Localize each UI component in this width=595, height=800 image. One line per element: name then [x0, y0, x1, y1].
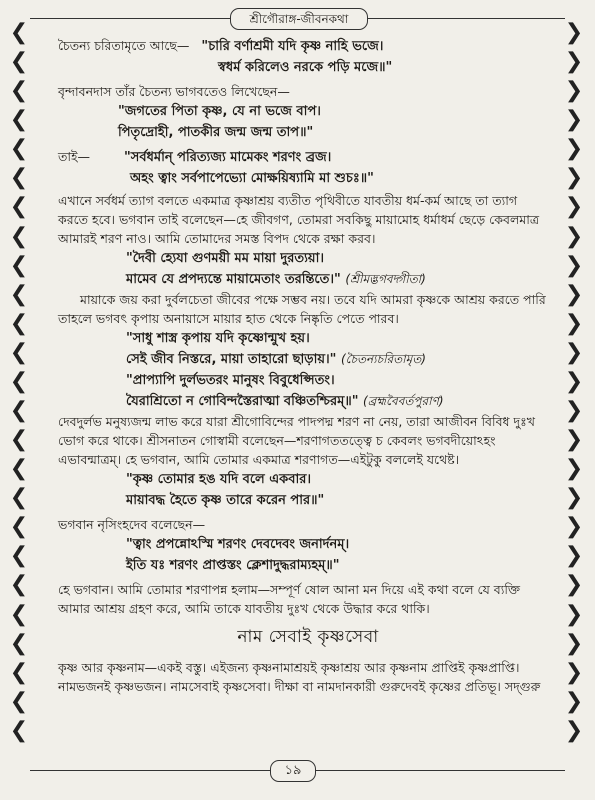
chevron-ornament-icon: ❮: [9, 601, 29, 627]
chevron-ornament-icon: ❯: [564, 543, 584, 569]
paragraph-line: মায়াকে জয় করা দুর্বলচেতা জীবের পক্ষে সম্ভব নয়। তবে যদি আমরা কৃষ্ণকে আশ্রয় করতে পারি: [80, 292, 546, 307]
verse-line: "চারি বর্ণাশ্রমী যদি কৃষ্ণ নাহি ভজে।: [201, 39, 384, 54]
paragraph-line: হে ভগবান। আমি তোমার শরণাপন্ন হলাম—সম্পূর্ণ ষোল আনা মন দিয়ে এই কথা বলে যে ব্যক্তি: [58, 582, 521, 597]
chevron-ornament-icon: ❮: [9, 136, 29, 162]
verse-line: পিতৃদ্রোহী, পাতকীর জন্ম জন্ম তাপ॥": [118, 125, 314, 140]
chevron-ornament-icon: ❯: [564, 572, 584, 598]
chevron-ornament-icon: ❯: [564, 688, 584, 714]
chevron-ornament-icon: ❮: [9, 688, 29, 714]
section-title: নাম সেবাই কৃষ্ণসেবা: [237, 627, 379, 647]
verse-line: "দৈবী হ্যেযা গুণময়ী মম মায়া দুরত্যয়া।: [126, 251, 324, 266]
paragraph-line: নামভজনই কৃষ্ণভজন। নামসেবাই কৃষ্ণসেবা। দীক্ষা বা নামদানকারী গুরুদেবই কৃষ্ণের প্রতিভূ। সদ্গুরু: [58, 679, 541, 694]
verse-line: "ত্বাং প্রপন্নোঽস্মি শরণং দেবদেবং জনার্দনম্।: [126, 537, 350, 552]
paragraph-line: ভোগ করে থাকে। শ্রীসনাতন গোস্বামী বলেছেন—শরণাগততত্ত্বে চ কেবলং ভগবদীয়োঽহং: [58, 433, 496, 448]
paragraph-line: আমার আশ্রয় গ্রহণ করে, আমি তাকে যাবতীয় দুঃখ থেকে উদ্ধার করে থাকি।: [58, 601, 430, 616]
chevron-ornament-icon: ❮: [9, 107, 29, 133]
chevron-ornament-icon: ❮: [9, 20, 29, 45]
chevron-ornament-icon: ❮: [9, 717, 29, 743]
verse-line: [58, 349, 558, 370]
chevron-ornament-icon: ❯: [564, 252, 584, 278]
chevron-ornament-icon: ❯: [564, 20, 584, 45]
chevron-ornament-icon: ❮: [9, 368, 29, 394]
chevron-ornament-icon: ❮: [9, 281, 29, 307]
chevron-ornament-icon: ❯: [564, 717, 584, 743]
verse-line: "সর্বধর্মান্ পরিত্যজ্য মামেকং শরণং ব্রজ।: [124, 150, 332, 165]
verse-line: "জগতের পিতা কৃষ্ণ, যে না ভজে বাপ।: [118, 104, 321, 119]
chevron-ornament-icon: ❮: [9, 659, 29, 685]
running-head: শ্রীগৌরাঙ্গ-জীবনকথা: [230, 8, 368, 30]
chevron-ornament-icon: ❯: [564, 107, 584, 133]
paragraph-line: করতে হবে। ভগবান তাই বলেছেন—হে জীবগণ, তোমরা সবকিছু মায়ামোহ ধর্মাধর্ম ছেড়ে কেবলমাত্র: [58, 212, 540, 227]
verse-text: সেই জীব নিস্তরে, মায়া তাহারো ছাড়ায়।": [126, 352, 337, 367]
chevron-ornament-icon: ❯: [564, 427, 584, 453]
verse-text: মামেব যে প্রপদ্যন্তে মায়ামেতাং তরন্তিতে।": [126, 272, 341, 287]
verse-line: ইতি যঃ শরণং প্রাপ্তস্তং ক্লেশাদুদ্ধরাম্যহম্॥": [126, 558, 340, 573]
chevron-ornament-icon: ❯: [564, 194, 584, 220]
text-line: [58, 36, 558, 57]
verse-line: "কৃষ্ণ তোমার হঙ যদি বলে একবার।: [126, 472, 312, 487]
chevron-ornament-icon: ❮: [9, 339, 29, 365]
paragraph-line: তাহলে ভগবৎ কৃপায় অনায়াসে মায়ার হাত থেকে নিষ্কৃতি পেতে পারব।: [58, 311, 399, 326]
page-number: ১৯: [270, 760, 316, 782]
verse-text: যৈরাশ্রিতো ন গোবিন্দস্তৈরাত্মা বঞ্চিতশ্চিরম্॥": [126, 394, 359, 409]
chevron-ornament-icon: ❯: [564, 339, 584, 365]
verse-line: "সাধু শাস্ত্র কৃপায় যদি কৃষ্ণোন্মুখ হয়।: [126, 331, 310, 346]
chevron-ornament-icon: ❮: [9, 78, 29, 104]
paragraph-line: এভাবন্মাত্রম্। হে ভগবান, আমি তোমার একমাত্র শরণাগত—এইটুকু বললেই যথেষ্ট।: [58, 452, 460, 467]
chevron-ornament-icon: ❮: [9, 543, 29, 569]
chevron-ornament-icon: ❯: [564, 136, 584, 162]
paragraph-line: ভগবান নৃসিংহদেব বলেছেন—: [58, 517, 206, 532]
chevron-ornament-icon: ❯: [564, 368, 584, 394]
chevron-ornament-icon: ❯: [564, 78, 584, 104]
chevron-ornament-icon: ❯: [564, 165, 584, 191]
chevron-ornament-icon: ❯: [564, 456, 584, 482]
chevron-ornament-icon: ❮: [9, 223, 29, 249]
chevron-ornament-icon: ❮: [9, 252, 29, 278]
left-chevron-border: [8, 22, 30, 742]
paragraph-line: কৃষ্ণ আর কৃষ্ণনাম—একই বস্তু। এইজন্য কৃষ্ণনামাশ্রয়ই কৃষ্ণাশ্রয় আর কৃষ্ণনাম প্রাপ্তিই কৃষ্ণপ্রাপ্তি।: [58, 660, 520, 675]
chevron-ornament-icon: ❮: [9, 49, 29, 75]
chevron-ornament-icon: ❮: [9, 398, 29, 424]
verse-line: মায়াবদ্ধ হৈতে কৃষ্ণ তারে করেন পার॥": [126, 493, 325, 508]
paragraph-line: আমারই শরণ নাও। আমি তোমাদের সমস্ত বিপদ থেকে রক্ষা করব।: [58, 231, 376, 246]
chevron-ornament-icon: ❮: [9, 485, 29, 511]
chevron-ornament-icon: ❮: [9, 427, 29, 453]
paragraph-line: এখানে সর্বধর্ম ত্যাগ বলতে একমাত্র কৃষ্ণাশ্রয় ব্যতীত পৃথিবীতে যাবতীয় ধর্ম-কর্ম আছে তা ত্যাগ: [58, 193, 518, 208]
chevron-ornament-icon: ❮: [9, 194, 29, 220]
chevron-ornament-icon: ❯: [564, 485, 584, 511]
verse-line: [58, 269, 558, 290]
chevron-ornament-icon: ❯: [564, 514, 584, 540]
text-line: বৃন্দাবনদাস তাঁর চৈতন্য ভাগবতেও লিখেছেন—: [58, 84, 290, 99]
chevron-ornament-icon: ❯: [564, 281, 584, 307]
text-line: [58, 147, 558, 168]
source-citation: (ব্রহ্মবৈবর্তপুরাণ): [363, 394, 444, 408]
source-citation: (শ্রীমদ্ভগবদ্গীতা): [345, 272, 426, 286]
chevron-ornament-icon: ❮: [9, 165, 29, 191]
chevron-ornament-icon: ❯: [564, 601, 584, 627]
text-span: তাই—: [58, 149, 91, 164]
chevron-ornament-icon: ❮: [9, 310, 29, 336]
chevron-ornament-icon: ❮: [9, 630, 29, 656]
chevron-ornament-icon: ❯: [564, 310, 584, 336]
page-content: [58, 36, 558, 696]
verse-line: [58, 391, 558, 412]
chevron-ornament-icon: ❯: [564, 49, 584, 75]
chevron-ornament-icon: ❯: [564, 630, 584, 656]
verse-line: স্বধর্ম করিলেও নরকে পড়ি মজে॥": [218, 60, 393, 75]
verse-line: অহং ত্বাং সর্বপাপেভ্যো মোক্ষয়িষ্যামি মা শুচঃ॥": [130, 171, 374, 186]
chevron-ornament-icon: ❯: [564, 659, 584, 685]
right-chevron-border: [563, 22, 585, 742]
paragraph-line: দেবদুর্লভ মনুষ্যজন্ম লাভ করে যারা শ্রীগোবিন্দের পাদপদ্ম শরণ না নেয়, তারা আজীবন বিবিধ দুঃখ: [58, 414, 535, 429]
chevron-ornament-icon: ❯: [564, 223, 584, 249]
chevron-ornament-icon: ❮: [9, 572, 29, 598]
chevron-ornament-icon: ❮: [9, 514, 29, 540]
source-citation: (চৈতন্যচরিতামৃত): [340, 352, 426, 366]
chevron-ornament-icon: ❮: [9, 456, 29, 482]
text-span: চৈতন্য চরিতামৃতে আছে—: [58, 38, 190, 53]
chevron-ornament-icon: ❯: [564, 398, 584, 424]
verse-line: "প্রাপ্যাপি দুর্লভতরং মানুষং বিবুধেপ্সিতং।: [126, 373, 335, 388]
